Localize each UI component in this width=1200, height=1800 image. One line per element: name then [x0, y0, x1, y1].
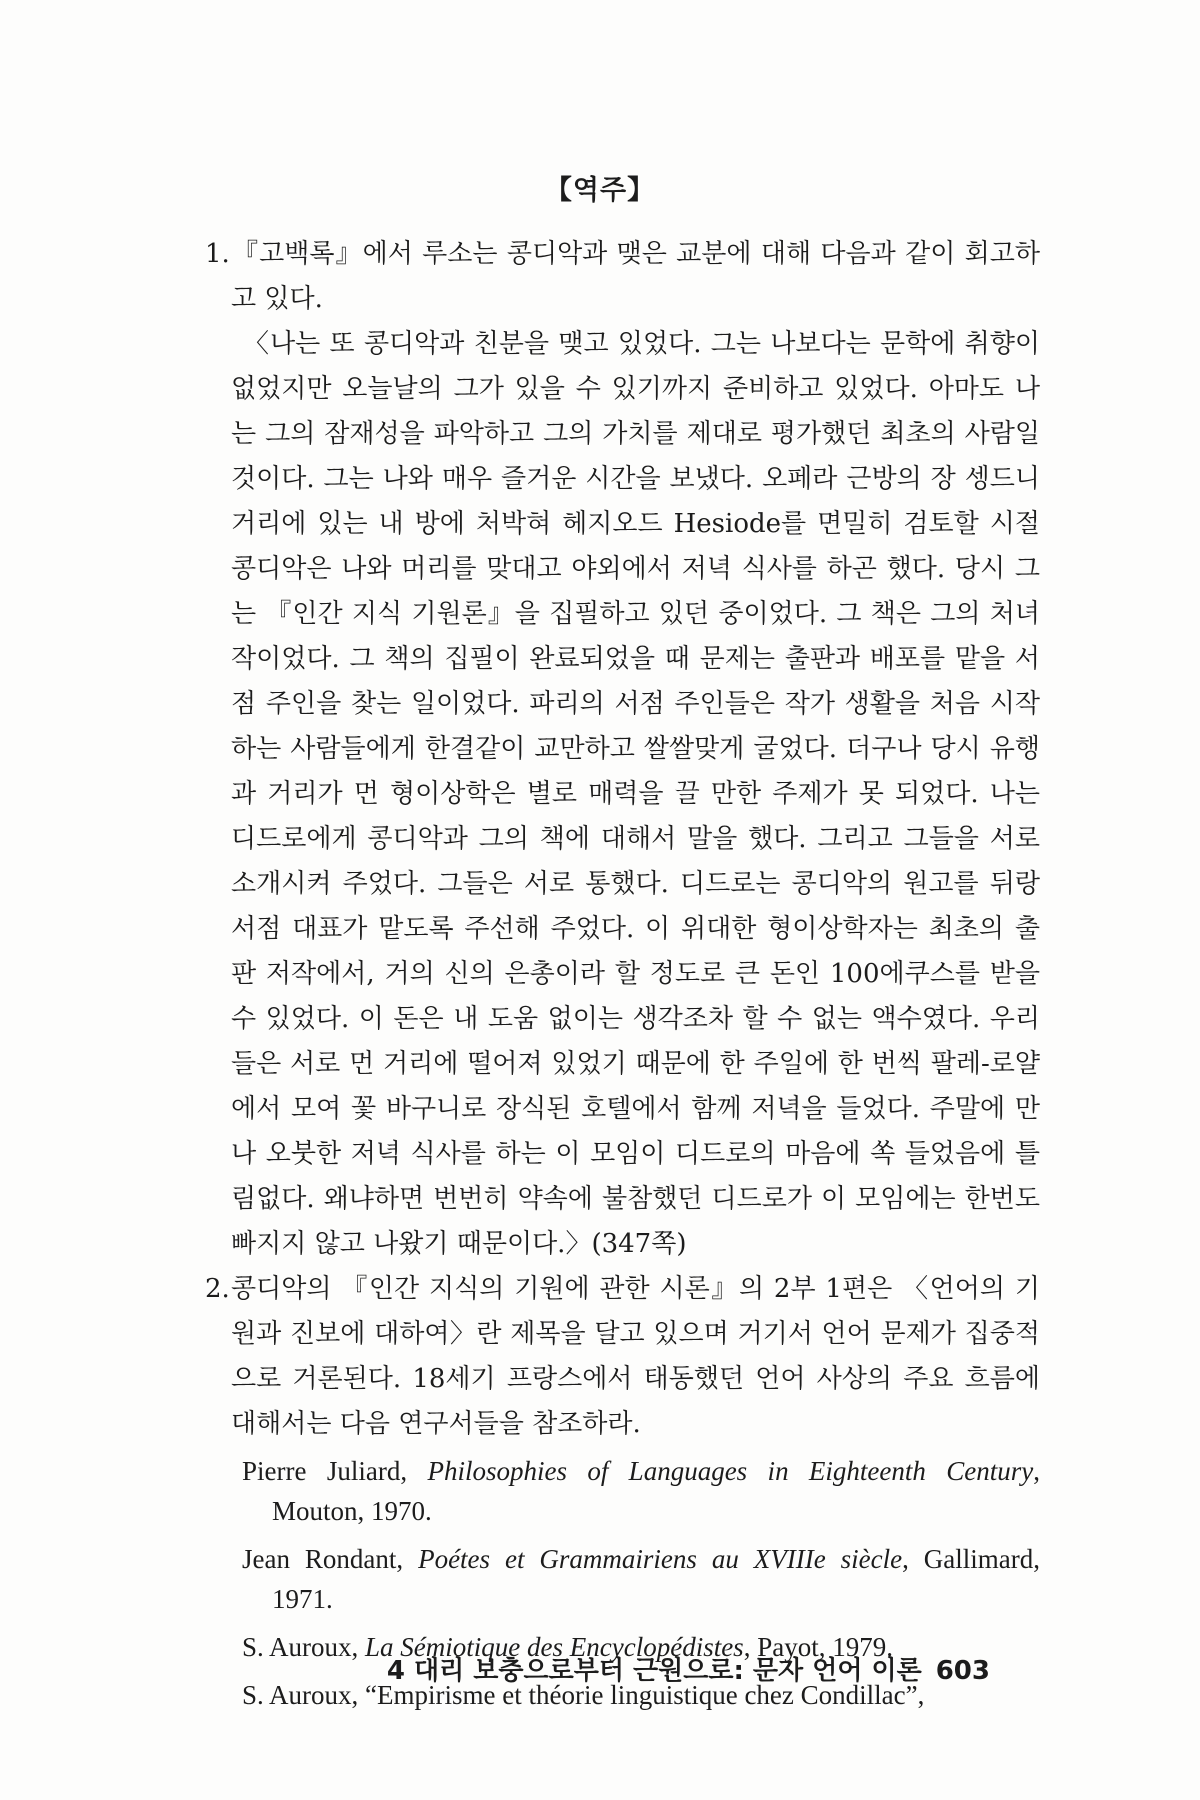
note-number: 1.: [205, 239, 230, 269]
note-number: 2.: [205, 1274, 230, 1304]
notes-body: [205, 232, 1040, 1723]
note-1: [205, 232, 1040, 322]
reference-publisher: , Payot, 1979.: [743, 1632, 893, 1662]
reference-item: [242, 1539, 1040, 1619]
reference-title: La Sémiotique des Encyclopédistes: [365, 1632, 744, 1662]
reference-title: Philosophies of Languages in Eighteenth Century: [427, 1456, 1034, 1486]
reference-author: S. Auroux,: [242, 1680, 366, 1710]
reference-author: S. Auroux,: [242, 1632, 366, 1662]
reference-publisher: “Empirisme et théorie linguistique chez Condillac”,: [365, 1680, 925, 1710]
reference-item: [242, 1451, 1040, 1531]
note-text: 『고백록』에서 루소는 콩디악과 맺은 교분에 대해 다음과 같이 회고하고 있다.: [231, 239, 1040, 314]
reference-author: Jean Rondant,: [242, 1544, 419, 1574]
reference-publisher: , Mouton, 1970.: [272, 1456, 1041, 1526]
note-2: [205, 1267, 1040, 1447]
page-footer: [387, 1650, 990, 1687]
note-text: 콩디악의 『인간 지식의 기원에 관한 시론』의 2부 1편은 〈언어의 기원과 진보에 대하여〉란 제목을 달고 있으며 거기서 언어 문제가 집중적으로 거론된다. 18세기 프랑스에서 태동했던 언어 사상의 주요 흐름에 대해서는 다음 연구서들을 참조하라.: [231, 1274, 1040, 1439]
reference-title: Poétes et Grammairiens au XVIIIe siècle: [418, 1544, 903, 1574]
reference-publisher: , Gallimard, 1971.: [272, 1544, 1040, 1614]
reference-author: Pierre Juliard,: [242, 1456, 428, 1486]
notes-heading: 【역주】: [544, 175, 656, 206]
note-1-quote: 〈나는 또 콩디악과 친분을 맺고 있었다. 그는 나보다는 문학에 취향이 없었지만 오늘날의 그가 있을 수 있기까지 준비하고 있었다. 아마도 나는 그의 잠재성을 파악하고 그의 가치를 제대로 평가했던 최초의 사람일 것이다. 그는 나와 매우 즐거운 시간을 보냈다. 오페라 근방의 장 셍드니 거리에 있는 내 방에 처박혀 헤지오드 Hesiode를 면밀히 검토할 시절 콩디악은 나와 머리를 맞대고 야외에서 저녁 식사를 하곤 했다. 당시 그는 『인간 지식 기원론』을 집필하고 있던 중이었다. 그 책은 그의 처녀작이었다. 그 책의 집필이 완료되었을 때 문제는 출판과 배포를 맡을 서점 주인을 찾는 일이었다. 파리의 서점 주인들은 작가 생활을 처음 시작하는 사람들에게 한결같이 교만하고 쌀쌀맞게 굴었다. 더구나 당시 유행과 거리가 먼 형이상학은 별로 매력을 끌 만한 주제가 못 되었다. 나는 디드로에게 콩디악과 그의 책에 대해서 말을 했다. 그리고 그들을 서로 소개시켜 주었다. 그들은 서로 통했다. 디드로는 콩디악의 원고를 뒤랑 서점 대표가 맡도록 주선해 주었다. 이 위대한 형이상학자는 최초의 출판 저작에서, 거의 신의 은총이라 할 정도로 큰 돈인 100에쿠스를 받을 수 있었다. 이 돈은 내 도움 없이는 생각조차 할 수 없는 액수였다. 우리들은 서로 먼 거리에 떨어져 있었기 때문에 한 주일에 한 번씩 팔레-로얄에서 모여 꽃 바구니로 장식된 호텔에서 함께 저녁을 들었다. 주말에 만나 오붓한 저녁 식사를 하는 이 모임이 디드로의 마음에 쏙 들었음에 틀림없다. 왜냐하면 번번히 약속에 불참했던 디드로가 이 모임에는 한번도 빠지지 않고 나왔기 때문이다.〉(347쪽): [231, 329, 1040, 1259]
chapter-title: 4 대리 보충으로부터 근원으로: 문자 언어 이론: [386, 1656, 922, 1686]
page-number: 603: [935, 1656, 990, 1686]
